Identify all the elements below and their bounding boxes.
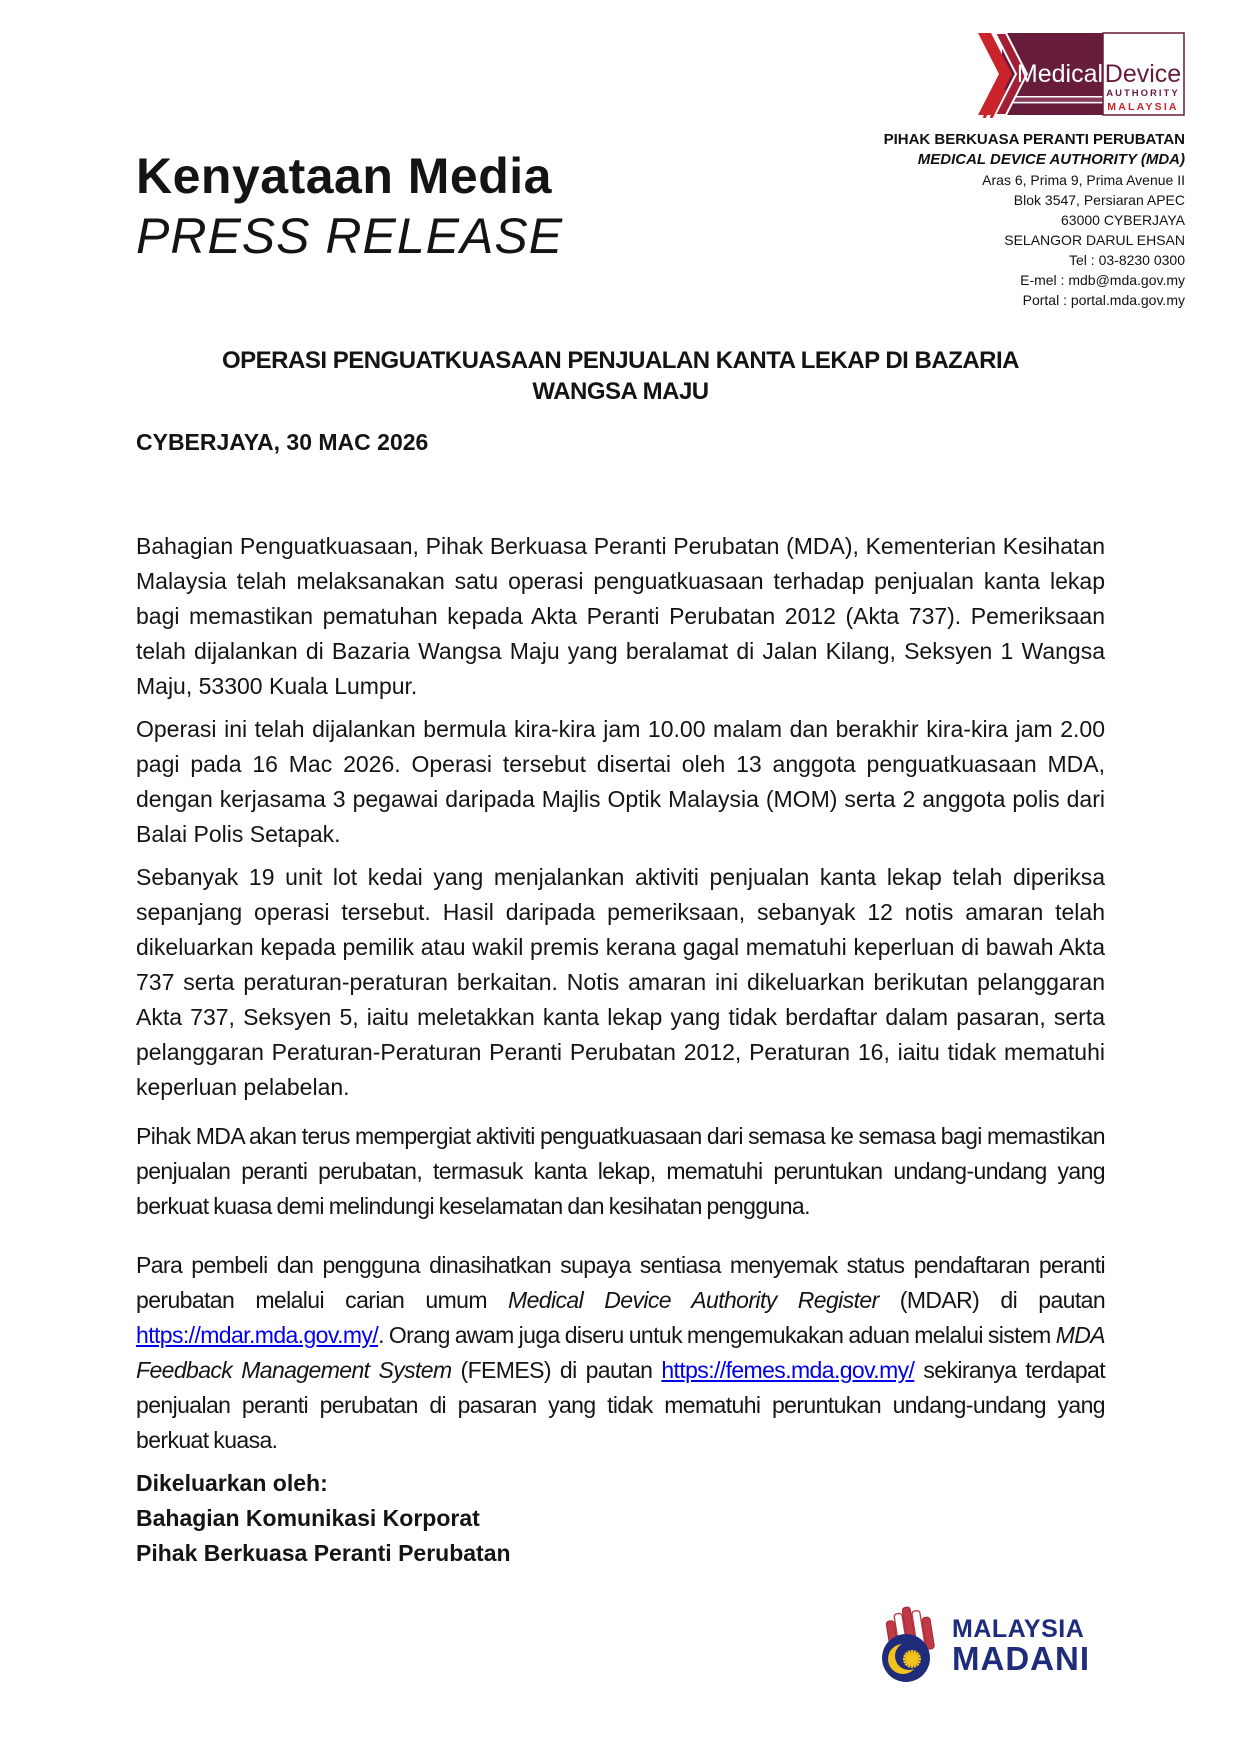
issuing-division: Bahagian Komunikasi Korporat (136, 1505, 480, 1531)
mda-logo-text-medical: Medical (1016, 60, 1104, 88)
text-segment: (MDAR) di pautan (878, 1287, 1106, 1313)
text-segment: . Orang awam juga diseru untuk mengemukakan aduan melalui sistem (378, 1322, 1056, 1348)
paragraph-5 (136, 1248, 1105, 1458)
mda-logo-text-malaysia: MALAYSIA (1107, 101, 1179, 113)
mdar-link[interactable]: https://mdar.mda.gov.my/ (136, 1322, 379, 1348)
femes-link[interactable]: https://femes.mda.gov.my/ (661, 1357, 915, 1383)
email-line: E-mel : mdb@mda.gov.my (1020, 272, 1185, 288)
malaysia-madani-logo (878, 1605, 1090, 1685)
madani-hand-icon (878, 1605, 944, 1685)
text-segment: (FEMES) di pautan (451, 1357, 662, 1383)
paragraph-3: Sebanyak 19 unit lot kedai yang menjalankan aktiviti penjualan kanta lekap telah diperiksa sepanjang operasi tersebut. Hasil daripada pemeriksaan, sebanyak 12 notis amaran telah dikeluarkan kepada pemilik atau wakil premis kerana gagal mematuhi keperluan di bawah Akta 737 serta peraturan-peraturan berkaitan. Notis amaran ini dikeluarkan berikutan pelanggaran Akta 737, Seksyen 5, iaitu meletakkan kanta lekap yang tidak berdaftar dalam pasaran, serta pelanggaran Peraturan-Peraturan Peranti Perubatan 2012, Peraturan 16, iaitu tidak mematuhi keperluan pelabelan. (136, 864, 1105, 1100)
org-name-english: MEDICAL DEVICE AUTHORITY (MDA) (917, 151, 1185, 168)
address-line: SELANGOR DARUL EHSAN (1004, 232, 1185, 248)
dateline: CYBERJAYA, 30 MAC 2026 (136, 429, 429, 455)
issued-by-label: Dikeluarkan oleh: (136, 1470, 328, 1496)
madani-text-malaysia: MALAYSIA (952, 1614, 1085, 1643)
madani-wordmark (952, 1616, 1090, 1675)
text-segment: Medical Device Authority Register (508, 1287, 879, 1313)
mda-logo-text-authority: AUTHORITY (1106, 88, 1180, 99)
org-header (765, 30, 1185, 310)
text-segment: Para pembeli dan pengguna dinasihatkan supaya sentiasa menyemak status pendaftaran peranti perubatan melalui carian umum (136, 1252, 1105, 1313)
address-line: Blok 3547, Persiaran APEC (1013, 192, 1185, 208)
portal-line: Portal : portal.mda.gov.my (1022, 292, 1185, 308)
document-title: OPERASI PENGUATKUASAAN PENJUALAN KANTA LEKAP DI BAZARIA WANGSA MAJU (222, 347, 1019, 405)
paragraph-2: Operasi ini telah dijalankan bermula kira-kira jam 10.00 malam dan berakhir kira-kira jam 2.00 pagi pada 16 Mac 2026. Operasi tersebut disertai oleh 13 anggota penguatkuasaan MDA, dengan kerjasama 3 pegawai daripada Majlis Optik Malaysia (MOM) serta 2 anggota polis dari Balai Polis Setapak. (136, 716, 1105, 847)
paragraph-1: Bahagian Penguatkuasaan, Pihak Berkuasa Peranti Perubatan (MDA), Kementerian Kesihatan Malaysia telah melaksanakan satu operasi penguatkuasaan terhadap penjualan kanta lekap bagi memastikan pematuhan kepada Akta Peranti Perubatan 2012 (Akta 737). Pemeriksaan telah dijalankan di Bazaria Wangsa Maju yang beralamat di Jalan Kilang, Seksyen 1 Wangsa Maju, 53300 Kuala Lumpur. (136, 533, 1105, 699)
issuing-authority: Pihak Berkuasa Peranti Perubatan (136, 1540, 511, 1566)
paragraph-4: Pihak MDA akan terus mempergiat aktiviti penguatkuasaan dari semasa ke semasa bagi memastikan penjualan peranti perubatan, termasuk kanta lekap, mematuhi peruntukan undang-undang yang berkuat kuasa demi melindungi keselamatan dan kesihatan pengguna. (136, 1123, 1105, 1219)
document-body (136, 345, 1105, 1571)
issued-by-block (136, 1466, 1105, 1571)
masthead-kenyataan-media: Kenyataan Media (136, 148, 552, 204)
phone-line: Tel : 03-8230 0300 (1069, 252, 1185, 268)
mda-logo-text-device: Device (1104, 60, 1182, 88)
masthead-press-release: PRESS RELEASE (136, 208, 564, 264)
text-segment: sekiranya terdapat penjualan peranti perubatan di pasaran yang tidak mematuhi peruntukan undang-undang yang berkuat kuasa. (136, 1357, 1105, 1453)
text-segment: MDA Feedback Management System (136, 1322, 1105, 1383)
address-line: Aras 6, Prima 9, Prima Avenue II (982, 172, 1185, 188)
org-name-malay: PIHAK BERKUASA PERANTI PERUBATAN (883, 131, 1185, 148)
mda-logo (978, 30, 1185, 118)
madani-text-madani: MADANI (952, 1639, 1090, 1677)
address-line: 63000 CYBERJAYA (1061, 212, 1185, 228)
contact-block (765, 130, 1185, 310)
masthead (136, 148, 563, 264)
